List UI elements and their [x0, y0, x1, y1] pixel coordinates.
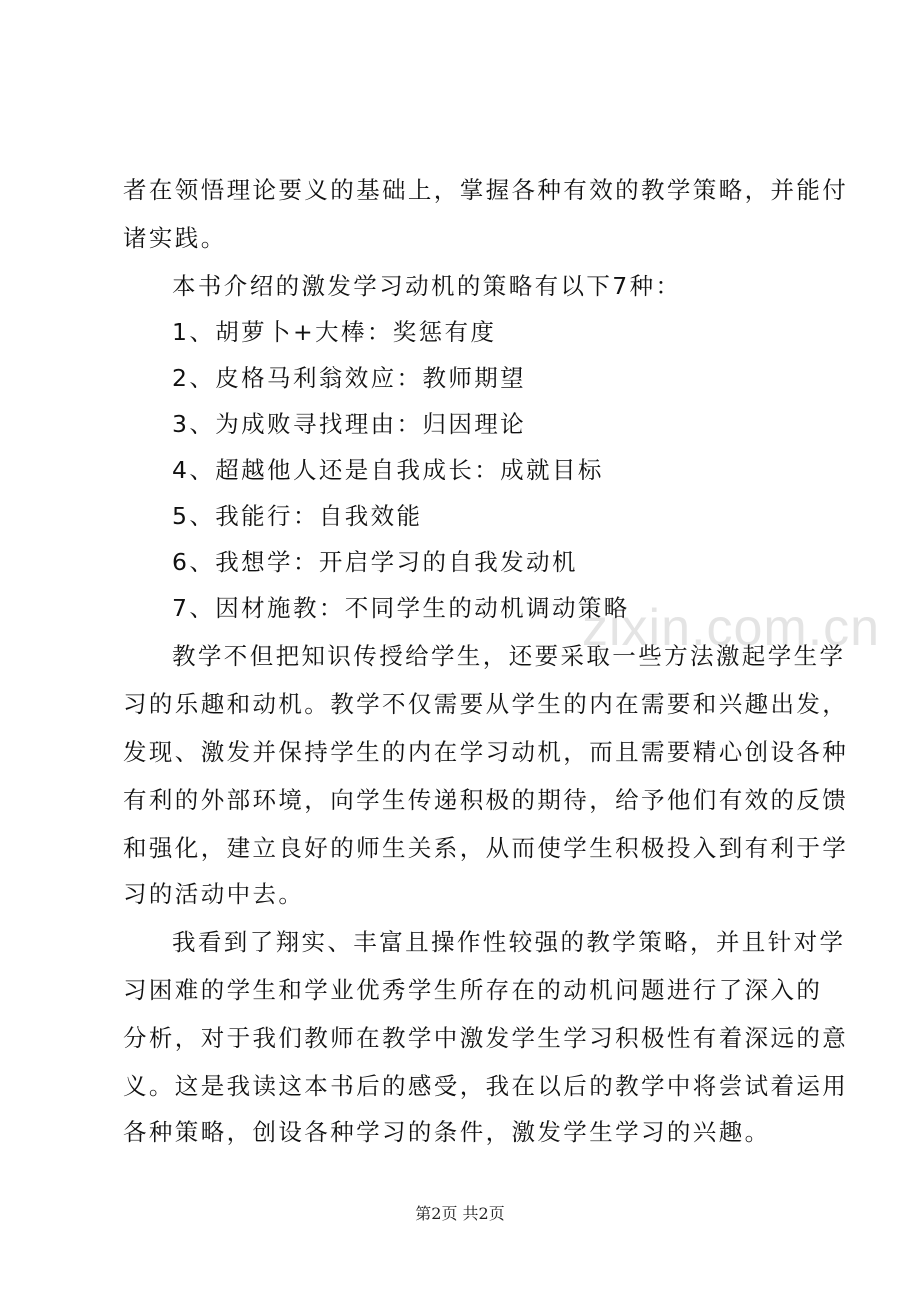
- list-item: 2、皮格马利翁效应：教师期望: [172, 364, 527, 392]
- body-line: 分析，对于我们教师在教学中激发学生学习积极性有着深远的意: [123, 1024, 849, 1052]
- body-line: 习的乐趣和动机。教学不仅需要从学生的内在需要和兴趣出发，: [123, 690, 849, 718]
- body-line: 者在领悟理论要义的基础上，掌握各种有效的教学策略，并能付: [123, 176, 849, 204]
- list-item: 1、胡萝卜+大棒：奖惩有度: [172, 318, 497, 346]
- body-line: 习的活动中去。: [123, 880, 305, 908]
- body-line: 有利的外部环境，向学生传递积极的期待，给予他们有效的反馈: [123, 786, 849, 814]
- list-item: 7、因材施教：不同学生的动机调动策略: [172, 594, 630, 622]
- body-line: 各种策略，创设各种学习的条件，激发学生学习的兴趣。: [123, 1118, 771, 1146]
- list-item: 6、我想学：开启学习的自我发动机: [172, 548, 578, 576]
- body-line: 教学不但把知识传授给学生，还要采取一些方法激起学生学: [172, 642, 846, 670]
- page-number-footer: 第2页 共2页: [415, 1204, 505, 1223]
- list-item: 5、我能行：自我效能: [172, 502, 423, 530]
- body-line: 诸实践。: [123, 224, 227, 252]
- body-line: 发现、激发并保持学生的内在学习动机，而且需要精心创设各种: [123, 738, 849, 766]
- body-line: 习困难的学生和学业优秀学生所存在的动机问题进行了深入的: [123, 976, 823, 1004]
- watermark: zixin.com.cn: [582, 599, 881, 657]
- body-line: 义。这是我读这本书后的感受，我在以后的教学中将尝试着运用: [123, 1072, 849, 1100]
- list-item: 4、超越他人还是自我成长：成就目标: [172, 456, 604, 484]
- body-line: 本书介绍的激发学习动机的策略有以下7种：: [172, 272, 682, 300]
- body-line: 和强化，建立良好的师生关系，从而使学生积极投入到有利于学: [123, 834, 849, 862]
- body-line: 我看到了翔实、丰富且操作性较强的教学策略，并且针对学: [172, 928, 846, 956]
- list-item: 3、为成败寻找理由：归因理论: [172, 410, 527, 438]
